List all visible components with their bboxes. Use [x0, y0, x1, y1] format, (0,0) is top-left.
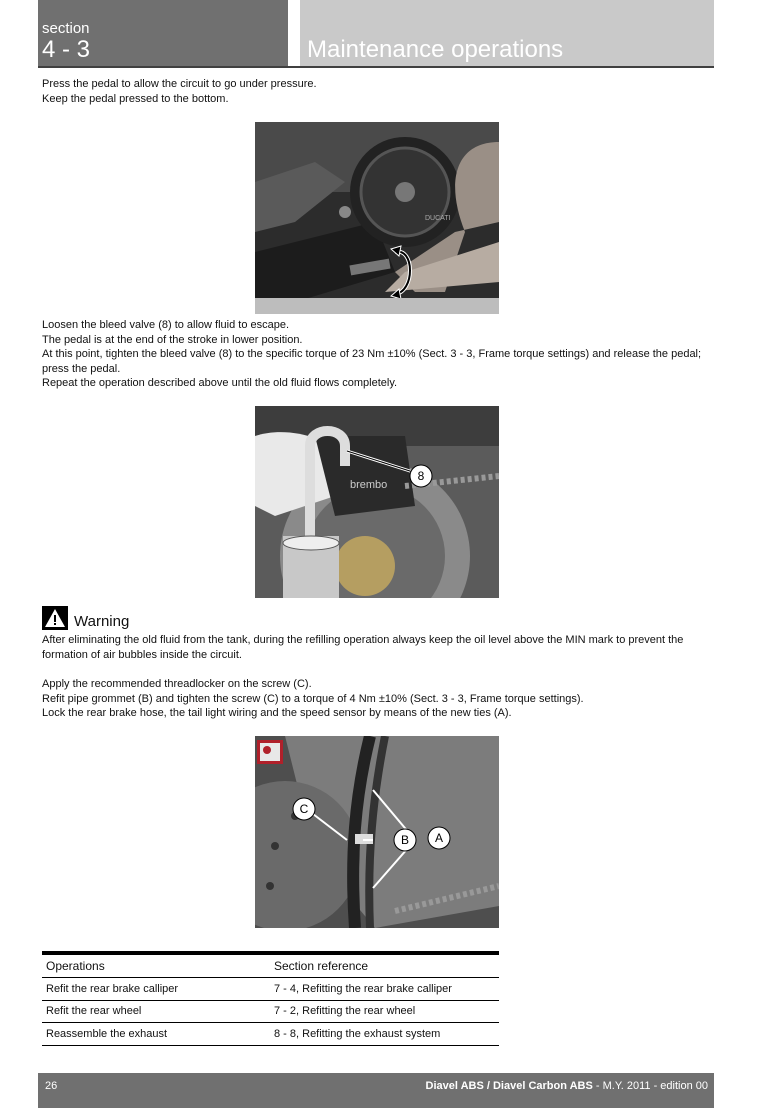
warning-text — [42, 633, 714, 662]
table-row — [42, 1023, 499, 1046]
callout-a: A — [434, 831, 444, 845]
hose-photo — [255, 736, 499, 928]
pedal-photo — [255, 122, 499, 314]
engine-logo: DUCATI — [425, 215, 451, 222]
intro-line: Press the pedal to allow the circuit to go under pressure. — [42, 78, 317, 90]
reference-cell: 7 - 4, Refitting the rear brake calliper — [270, 978, 499, 1001]
page-footer — [38, 1073, 714, 1108]
bleed-step: At this point, tighten the bleed valve (8) to the specific torque of 23 Nm ±10% (Sect. 3 - 3, Frame torque settings) and release the pedal; press the pedal. — [42, 348, 702, 375]
operation-cell: Reassemble the exhaust — [42, 1023, 270, 1046]
page-number: 26 — [45, 1080, 58, 1092]
bleed-steps-text — [42, 318, 714, 391]
warning-body: After eliminating the old fluid from the tank, during the refilling operation always keep the oil level above the MIN mark to prevent the formation of air bubbles inside the circuit. — [42, 634, 684, 661]
bleed-step: The pedal is at the end of the stroke in lower position. — [42, 333, 303, 346]
bleed-step: Loosen the bleed valve (8) to allow fluid to escape. — [42, 319, 290, 331]
footer-edition-info — [426, 1080, 708, 1092]
warning-icon — [42, 606, 68, 630]
caliper-photo — [255, 406, 499, 598]
operations-table — [42, 951, 499, 1046]
page-title: Maintenance operations — [307, 36, 564, 63]
operation-cell: Refit the rear wheel — [42, 1000, 270, 1023]
table-row — [42, 1000, 499, 1023]
footer-model: Diavel ABS / Diavel Carbon ABS — [425, 1080, 593, 1092]
refit-step: Lock the rear brake hose, the tail light wiring and the speed sensor by means of the new ties (A). — [42, 707, 512, 720]
warning-title: Warning — [74, 613, 130, 630]
title-header-box — [300, 0, 714, 66]
intro-text — [42, 77, 714, 106]
refit-step: Refit pipe grommet (B) and tighten the screw (C) to a torque of 4 Nm ±10% (Sect. 3 - 3, Frame torque settings). — [42, 692, 584, 705]
warning-header — [42, 605, 129, 630]
footer-edition: - M.Y. 2011 - edition 00 — [592, 1080, 708, 1092]
section-header-box — [38, 0, 288, 66]
intro-line: Keep the pedal pressed to the bottom. — [42, 92, 229, 105]
section-number: 4 - 3 — [42, 36, 91, 63]
table-row — [42, 978, 499, 1001]
operation-cell: Refit the rear brake calliper — [42, 978, 270, 1001]
callout-c: C — [299, 802, 309, 816]
callout-b: B — [400, 833, 410, 847]
header-divider — [38, 66, 714, 68]
refit-steps-text — [42, 677, 714, 721]
col-header-section-reference: Section reference — [274, 959, 369, 973]
reference-cell: 8 - 8, Refitting the exhaust system — [270, 1023, 499, 1046]
bleed-step: Repeat the operation described above until the old fluid flows completely. — [42, 377, 398, 390]
callout-8: 8 — [417, 469, 425, 483]
reference-cell: 7 - 2, Refitting the rear wheel — [270, 1000, 499, 1023]
section-label: section — [42, 20, 90, 37]
caliper-logo: brembo — [350, 479, 388, 491]
table-header-row — [42, 953, 499, 978]
col-header-operations: Operations — [46, 959, 105, 973]
refit-step: Apply the recommended threadlocker on the screw (C). — [42, 678, 312, 690]
